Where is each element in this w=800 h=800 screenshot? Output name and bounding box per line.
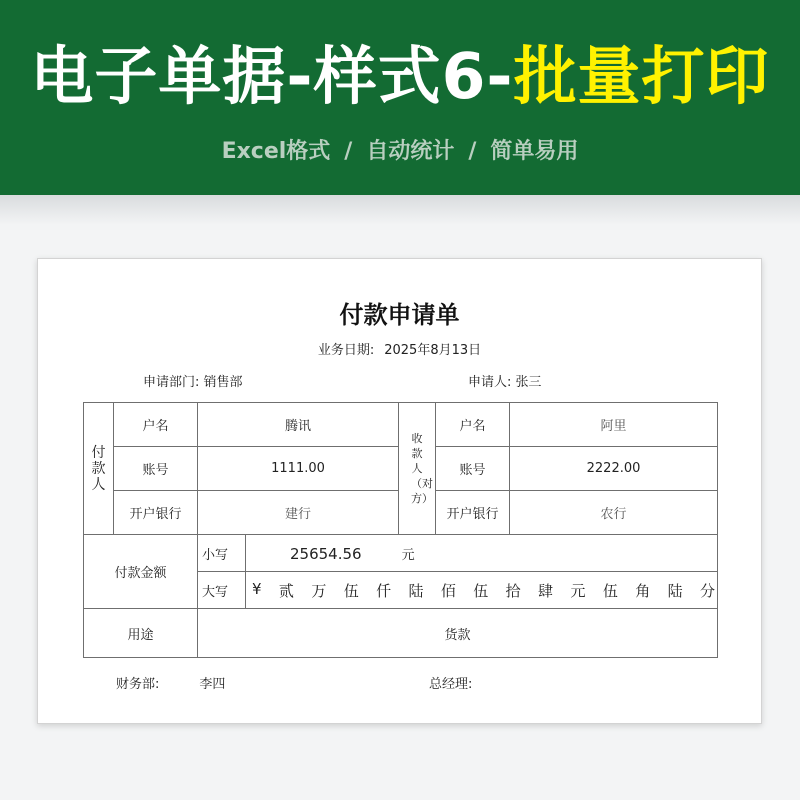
amount-upper-char: 伍 xyxy=(343,581,359,600)
date-label: 业务日期: xyxy=(317,343,375,358)
business-date xyxy=(38,341,761,361)
applicant-field xyxy=(468,373,542,393)
banner-shadow xyxy=(0,195,800,225)
amount-upper-char: 拾 xyxy=(505,581,521,600)
payee-bank-value[interactable]: 农行 xyxy=(510,491,718,535)
finance-field xyxy=(116,675,225,695)
finance-label: 财务部: xyxy=(116,677,160,692)
finance-value: 李四 xyxy=(199,677,226,692)
payer-account-label: 账号 xyxy=(114,447,198,491)
amount-upper-char: 佰 xyxy=(440,581,456,600)
department-field xyxy=(143,373,243,393)
amount-upper-char: 仟 xyxy=(376,581,392,600)
payee-account-label: 账号 xyxy=(436,447,510,491)
amount-upper-char: 贰 xyxy=(278,581,294,600)
department-value: 销售部 xyxy=(203,375,243,390)
form-title: 付款申请单 xyxy=(339,301,460,329)
amount-upper-label: 大写 xyxy=(198,572,246,609)
amount-upper-chars xyxy=(252,580,715,601)
date-value: 2025年8月13日 xyxy=(384,343,482,358)
banner-title-main: 电子单据-样式6- xyxy=(30,40,514,113)
amount-lower-unit: 元 xyxy=(401,547,415,563)
manager-label: 总经理: xyxy=(429,677,473,692)
amount-upper-char: 伍 xyxy=(602,581,618,600)
feature-auto-stats: 自动统计 xyxy=(366,139,455,164)
payer-name-label: 户名 xyxy=(114,403,198,447)
amount-lower-label: 小写 xyxy=(198,535,246,572)
manager-field xyxy=(429,675,472,695)
amount-upper-char: 陆 xyxy=(408,581,424,600)
banner-title xyxy=(0,32,800,122)
purpose-value[interactable]: 货款 xyxy=(198,609,718,658)
banner-features xyxy=(0,136,800,168)
payment-form-sheet xyxy=(37,258,762,724)
amount-upper-char: 元 xyxy=(570,581,586,600)
applicant-label: 申请人: xyxy=(468,375,512,390)
banner xyxy=(0,0,800,195)
payer-section-label: 付款人 xyxy=(84,403,114,535)
payee-account-value[interactable]: 2222.00 xyxy=(510,447,718,491)
amount-label: 付款金额 xyxy=(84,535,198,609)
amount-upper-char: 万 xyxy=(311,581,327,600)
payment-table xyxy=(83,402,718,658)
feature-separator: / xyxy=(344,139,353,164)
amount-upper-char: 陆 xyxy=(667,581,683,600)
amount-upper-char: 分 xyxy=(700,581,716,600)
amount-upper-char: 肆 xyxy=(538,581,554,600)
payer-account-value[interactable]: 1111.00 xyxy=(198,447,399,491)
amount-upper-char: 角 xyxy=(635,581,651,600)
feature-easy: 简单易用 xyxy=(490,139,579,164)
banner-title-highlight: 批量打印 xyxy=(513,40,770,113)
payer-bank-value[interactable]: 建行 xyxy=(198,491,399,535)
payee-name-value[interactable]: 阿里 xyxy=(510,403,718,447)
feature-separator: / xyxy=(468,139,477,164)
payee-name-label: 户名 xyxy=(436,403,510,447)
payer-bank-label: 开户银行 xyxy=(114,491,198,535)
feature-excel: Excel格式 xyxy=(221,139,331,164)
department-label: 申请部门: xyxy=(143,375,200,390)
amount-upper-char: ¥ xyxy=(252,579,262,598)
payee-bank-label: 开户银行 xyxy=(436,491,510,535)
payee-section-label: 收款人（对方） xyxy=(399,403,436,535)
amount-upper-cell[interactable] xyxy=(246,572,718,609)
applicant-value: 张三 xyxy=(515,375,542,390)
payer-name-value[interactable]: 腾讯 xyxy=(198,403,399,447)
amount-lower-cell[interactable] xyxy=(246,535,718,572)
amount-upper-char: 伍 xyxy=(473,581,489,600)
amount-lower-value: 25654.56 xyxy=(290,544,362,563)
purpose-label: 用途 xyxy=(84,609,198,658)
